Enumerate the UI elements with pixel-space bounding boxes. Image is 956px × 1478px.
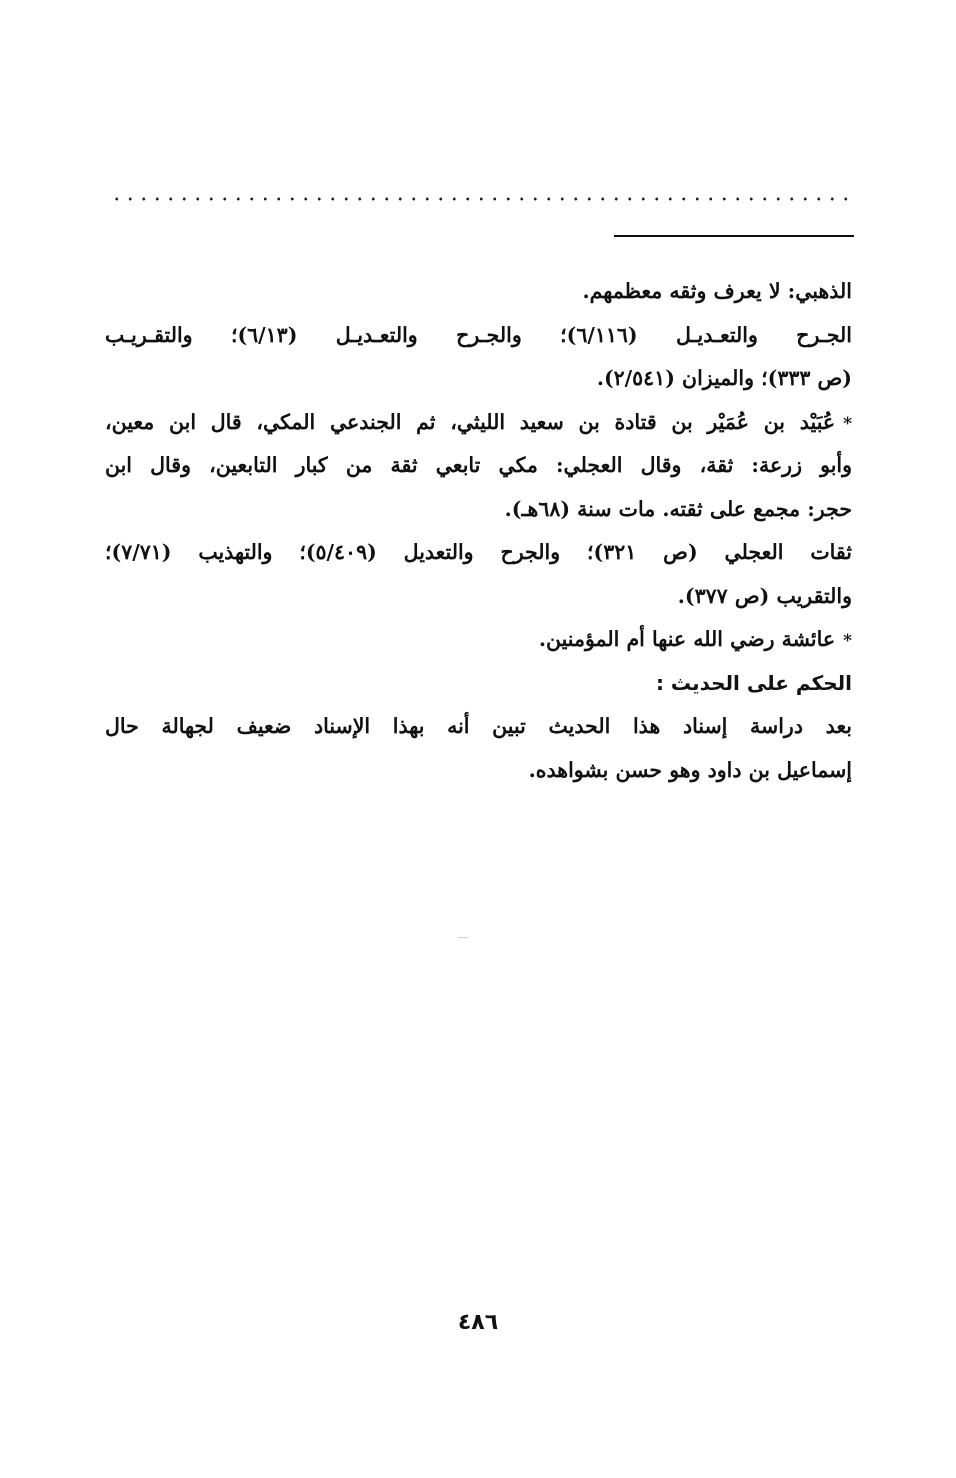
text-line [105,401,852,445]
line-text: إسماعيل بن داود وهو حسن بشواهده. [528,757,852,782]
line-text: ثقات العجلي (ص ٣٢١)؛ والجرح والتعديل (٥/٤٠٩)؛ والتهذيب (٧/٧١)؛ [105,540,852,564]
text-line [105,749,852,793]
page-number: ٤٨٦ [457,1310,499,1335]
line-text: (ص ٣٣٣)؛ والميزان (٢/٥٤١). [596,366,852,390]
footnote-rule [614,235,854,237]
bullet-star-icon: * [843,413,852,434]
line-text: الذهبي: لا يعرف وثقه معظمهم. [582,279,852,303]
footnote-text [105,270,852,792]
line-text: والتقريب (ص ٣٧٧). [677,583,852,608]
text-line [105,531,852,575]
text-line [105,705,852,749]
line-text: عائشة رضي الله عنها أم المؤمنين. [538,627,836,651]
text-line [105,618,852,662]
line-text: بعد دراسة إسناد هذا الحديث تبين أنه بهذا الإسناد ضعيف لجهالة حال [105,714,852,738]
text-line [105,488,852,532]
section-heading [105,662,852,706]
bullet-star-icon: * [843,631,852,651]
line-text: عُبَيْد بن عُمَيْر بن قتادة بن سعيد الليثي، ثم الجندعي المكي، قال ابن معين، [105,409,836,434]
line-text: وأبو زرعة: ثقة، وقال العجلي: مكي تابعي ثقة من كبار التابعين، وقال ابن [105,453,852,477]
line-text: حجر: مجمع على ثقته. مات سنة (٦٨هـ). [504,496,852,521]
scan-speck [458,937,468,938]
text-line [105,575,852,619]
text-line [105,270,852,314]
dotted-separator [110,193,852,205]
text-line [105,444,852,488]
text-line [105,314,852,358]
line-text: الجـرح والتعـديـل (٦/١١٦)؛ والجـرح والتعـديـل (٦/١٣)؛ والتقـريـب [105,322,852,347]
text-line [105,357,852,401]
heading-text: الحكم على الحديث : [655,670,852,695]
